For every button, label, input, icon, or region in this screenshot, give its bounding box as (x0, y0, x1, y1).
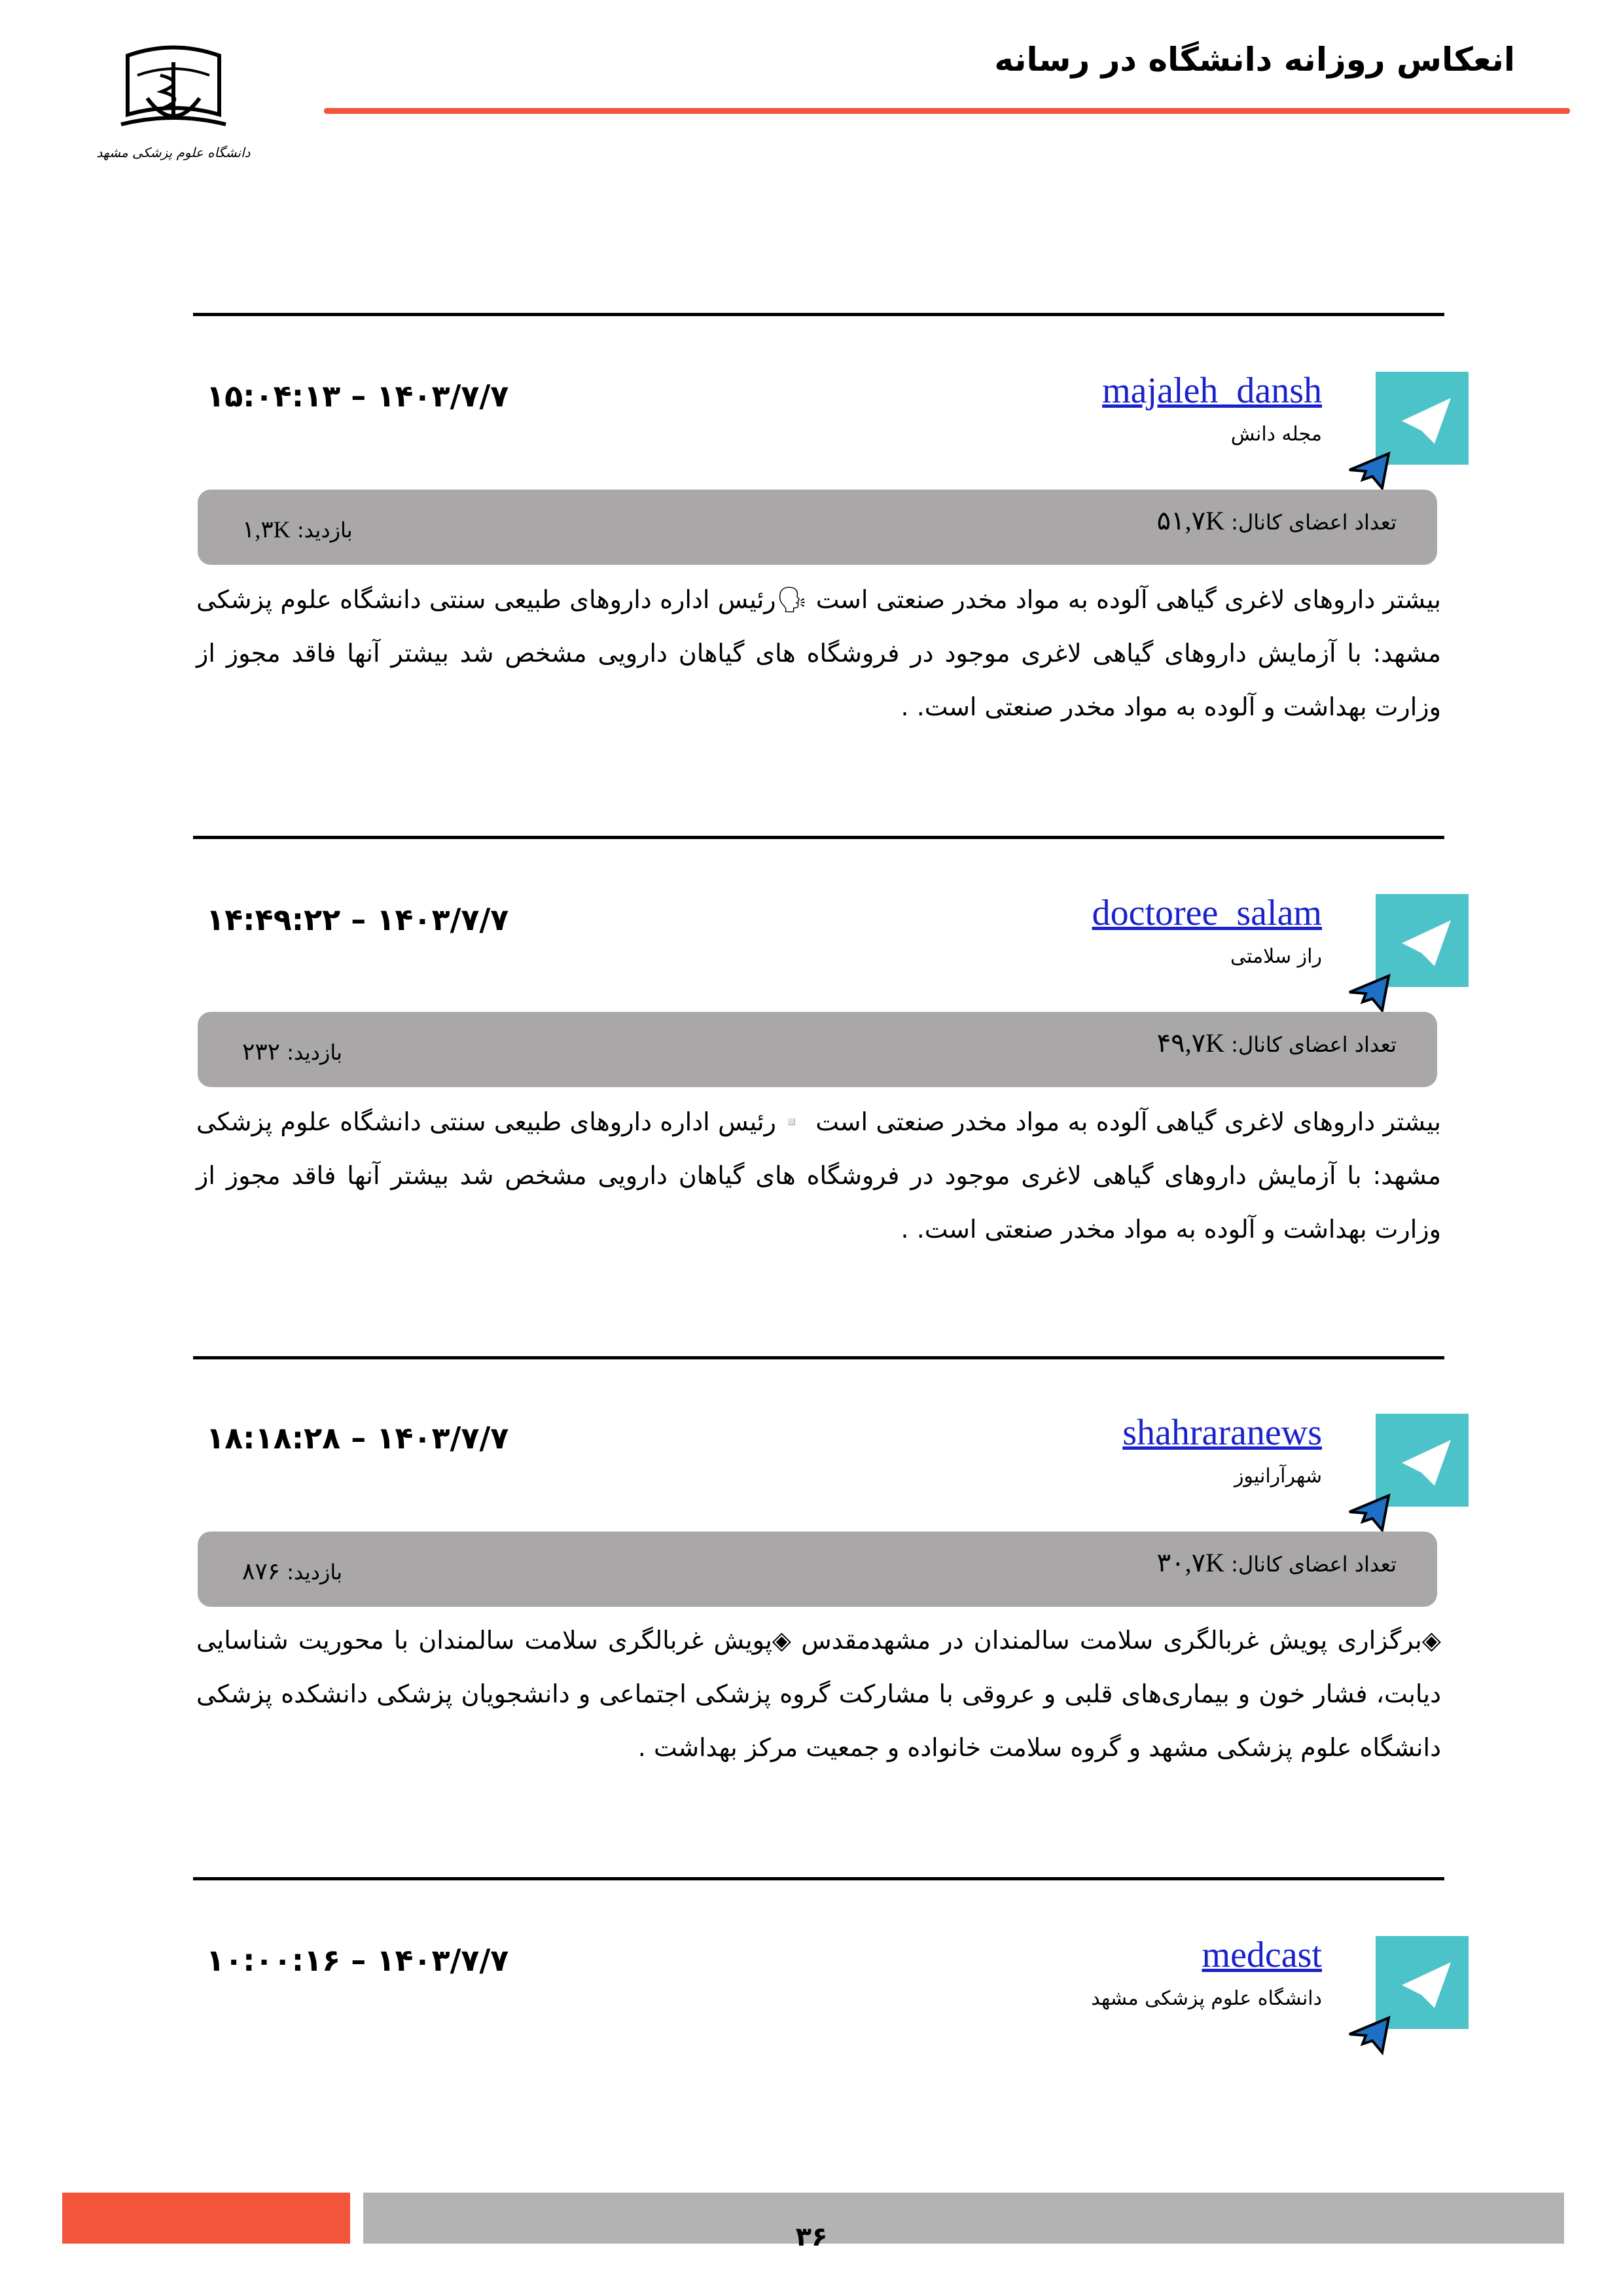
page-header-title: انعکاس روزانه دانشگاه در رسانه (994, 41, 1515, 79)
footer-accent-bar (62, 2193, 350, 2244)
post-timestamp: ۱۴:۴۹:۲۲ – ۱۴۰۳/۷/۷ (206, 902, 509, 937)
entry-divider (193, 1356, 1444, 1359)
post-text: بیشتر داروهای لاغری گیاهی آلوده به مواد مخدر صنعتی است ▫️رئیس اداره داروهای طبیعی سنتی دانشگاه علوم پزشکی مشهد: با آزمایش داروهای گیاهی لاغری موجود در فروشگاه های گیاهان دارویی مشخص شد بیشتر آنها فاقد مجوز از وزارت بهداشت و آلوده به مواد مخدر صنعتی است. . (196, 1107, 1441, 1244)
entry-divider (193, 836, 1444, 839)
header-divider (324, 108, 1570, 114)
university-logo (96, 36, 251, 167)
stats-bar (198, 1012, 1437, 1087)
telegram-icon (1349, 372, 1469, 491)
channel-id-link[interactable]: shahraranews (1122, 1412, 1322, 1453)
post-timestamp: ۱۵:۰۴:۱۳ – ۱۴۰۳/۷/۷ (206, 378, 509, 414)
telegram-icon (1349, 894, 1469, 1013)
entry-divider (193, 1877, 1444, 1880)
entry-divider (193, 313, 1444, 316)
post-text: بیشتر داروهای لاغری گیاهی آلوده به مواد مخدر صنعتی است 🗣رئیس اداره داروهای طبیعی سنتی دانشگاه علوم پزشکی مشهد: با آزمایش داروهای گیاهی لاغری موجود در فروشگاه های گیاهان دارویی مشخص شد بیشتر آنها فاقد مجوز از وزارت بهداشت و آلوده به مواد مخدر صنعتی است. . (196, 585, 1441, 721)
channel-id-link[interactable]: majaleh_dansh (1102, 370, 1322, 411)
stats-bar (198, 1532, 1437, 1607)
post-timestamp: ۱۰:۰۰:۱۶ – ۱۴۰۳/۷/۷ (206, 1943, 509, 1978)
views-count: بازدید: ۱,۳K (242, 516, 353, 543)
telegram-icon (1349, 1414, 1469, 1533)
channel-id-link[interactable]: medcast (1202, 1935, 1322, 1975)
channel-id-link[interactable]: doctoree_salam (1092, 893, 1322, 933)
post-timestamp: ۱۸:۱۸:۲۸ – ۱۴۰۳/۷/۷ (206, 1420, 509, 1456)
page-number: ۳۶ (795, 2222, 828, 2252)
stats-bar (198, 490, 1437, 565)
views-count: بازدید: ۲۳۲ (242, 1039, 343, 1065)
members-count: تعداد اعضای کانال: ۴۹,۷K (1156, 1028, 1397, 1058)
channel-name: دانشگاه علوم پزشکی مشهد (1091, 1987, 1322, 2010)
views-count: بازدید: ۸۷۶ (242, 1558, 343, 1585)
post-text: ◈برگزاری پویش غربالگری سلامت سالمندان در مشهدمقدس ◈پویش غربالگری سلامت سالمندان با محوریت شناسایی دیابت، فشار خون و بیماری‌های قلبی و عروقی با مشارکت گروه پزشکی اجتماعی و دانشجویان پزشکی دانشکده پزشکی دانشگاه علوم پزشکی مشهد و گروه سلامت خانواده و جمعیت مرکز بهداشت . (196, 1626, 1441, 1762)
channel-name: مجله دانش (1230, 423, 1322, 446)
channel-name: شهرآرانیوز (1234, 1465, 1322, 1488)
members-count: تعداد اعضای کانال: ۳۰,۷K (1156, 1548, 1397, 1577)
logo-caption: دانشگاه علوم پزشکی مشهد (96, 145, 251, 160)
telegram-icon (1349, 1936, 1469, 2055)
channel-name: راز سلامتی (1230, 945, 1322, 968)
footer-bar (363, 2193, 1564, 2244)
members-count: تعداد اعضای کانال: ۵۱,۷K (1156, 506, 1397, 535)
